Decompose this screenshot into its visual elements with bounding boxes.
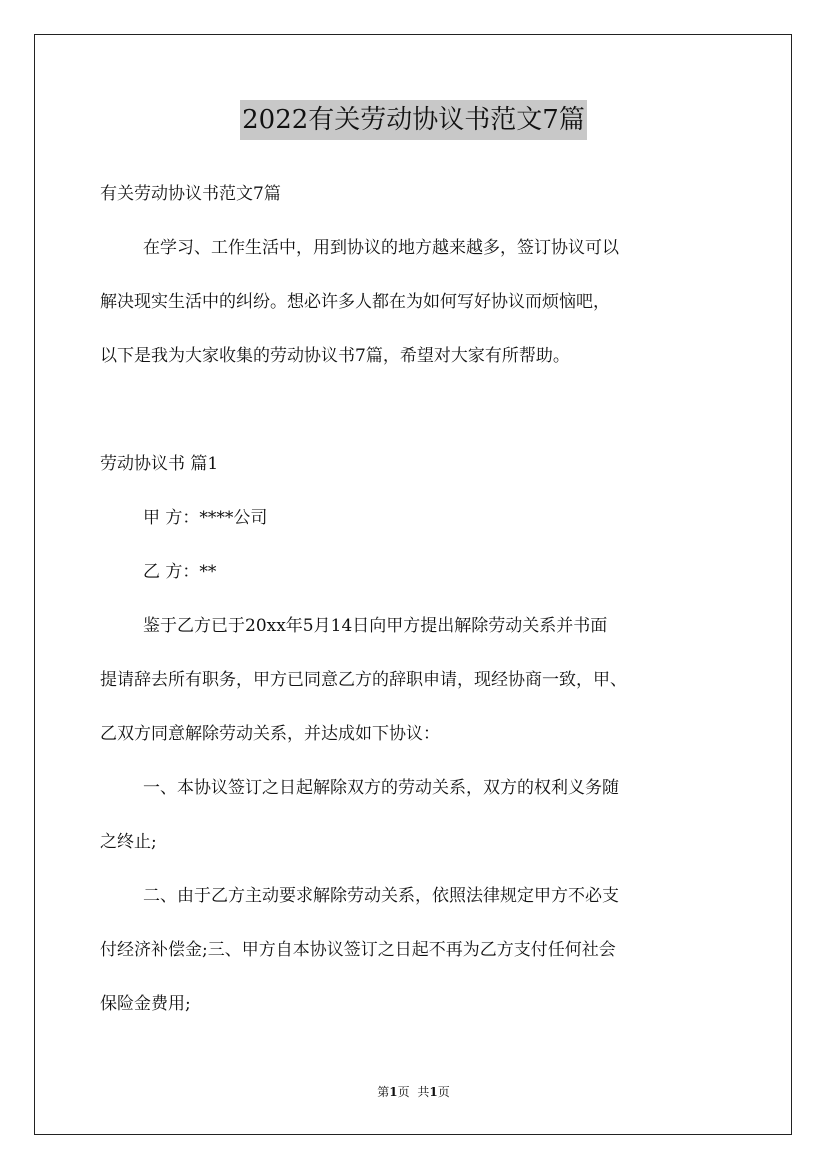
page-footer [0,1084,827,1100]
body-line-3: 乙双方同意解除劳动关系，并达成如下协议： [100,724,440,744]
party-b: 乙 方：** [143,562,217,582]
party-a: 甲 方：****公司 [143,508,268,528]
intro-line-3: 以下是我为大家收集的劳动协议书7篇，希望对大家有所帮助。 [100,346,570,366]
body-line-1: 鉴于乙方已于20xx年5月14日向甲方提出解除劳动关系并书面 [143,616,608,636]
body-line-4: 一、本协议签订之日起解除双方的劳动关系，双方的权利义务随 [143,778,619,798]
intro-line-2: 解决现实生活中的纠纷。想必许多人都在为如何写好协议而烦恼吧， [100,292,610,312]
document-subtitle: 有关劳动协议书范文7篇 [100,184,281,204]
body-line-7: 付经济补偿金;三、甲方自本协议签订之日起不再为乙方支付任何社会 [100,940,616,960]
footer-total-label: 共 [417,1085,430,1099]
document-title: 2022有关劳动协议书范文7篇 [240,100,587,140]
title-wrap [0,100,827,140]
section-heading: 劳动协议书 篇1 [100,454,219,474]
footer-page-suffix: 页 [397,1085,410,1099]
footer-page-label: 第 [377,1085,390,1099]
body-line-8: 保险金费用; [100,994,191,1014]
footer-total-suffix: 页 [437,1085,450,1099]
intro-line-1: 在学习、工作生活中，用到协议的地方越来越多，签订协议可以 [143,238,619,258]
body-line-6: 二、由于乙方主动要求解除劳动关系，依照法律规定甲方不必支 [143,886,619,906]
body-line-2: 提请辞去所有职务，甲方已同意乙方的辞职申请，现经协商一致，甲、 [100,670,627,690]
footer-page-num: 1 [389,1085,398,1099]
body-line-5: 之终止; [100,832,157,852]
footer-total-num: 1 [429,1085,438,1099]
